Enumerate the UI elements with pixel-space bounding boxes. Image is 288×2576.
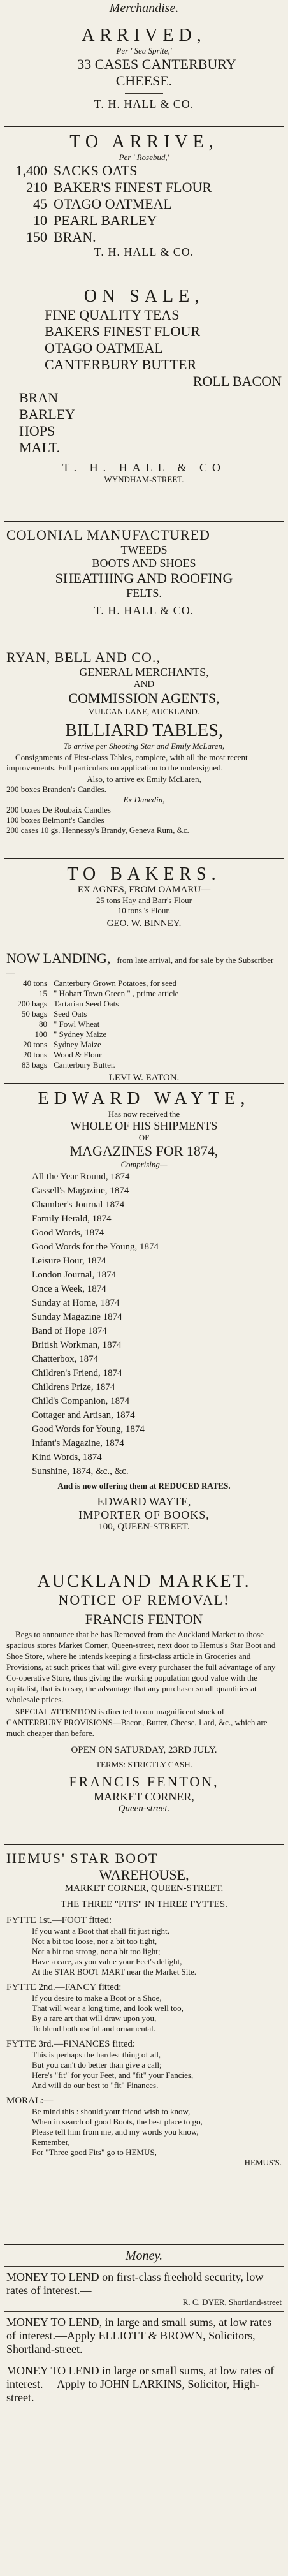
item-desc: " Hobart Town Green " , prime article [54, 989, 179, 998]
sale-item: HOPS [19, 423, 55, 439]
ad-to-arrive [4, 131, 284, 277]
sale-item: CANTERBURY BUTTER [45, 357, 197, 372]
ad-arrived-cheese [4, 24, 284, 122]
signature: EDWARD WAYTE, [97, 1495, 191, 1508]
list-item: Good Words for the Young, 1874 [32, 1242, 159, 1252]
address: MARKET CORNER, QUEEN-STREET. [64, 1883, 224, 1894]
verse-line: This is perhaps the hardest thing of all, [32, 2050, 161, 2059]
ad-on-sale [4, 285, 284, 517]
signature-line: IMPORTER OF BOOKS, [78, 1508, 210, 1521]
fytte-heading: FYTTE 1st.—FOOT fitted: [6, 1915, 112, 1925]
item-desc: BAKER'S FINEST FLOUR [54, 179, 212, 195]
item-desc: OTAGO OATMEAL [54, 196, 172, 212]
item-desc: " Fowl Wheat [54, 1019, 100, 1029]
item-qty: 80 [39, 1019, 47, 1029]
sale-item: OTAGO OATMEAL [45, 340, 163, 356]
signature-line: Queen-street. [118, 1804, 170, 1814]
ad-colonial [4, 526, 284, 640]
ad-line: MONEY TO LEND, in large and small sums, at low rates of interest.—Apply ELLIOTT & BROWN, Solicitors, Shortland-street. [6, 2316, 272, 2355]
verse-line: Remember, [32, 2137, 70, 2147]
item-qty: 15 [39, 989, 47, 998]
item-qty: 210 [26, 179, 47, 195]
verse-line: If you want a Boot that shall fit just right, [32, 1926, 169, 1936]
verse-line: Have a care, as you value your Feet's delight, [32, 1957, 182, 1966]
item-desc: SACKS OATS [54, 163, 138, 179]
newspaper-column [4, 0, 284, 2406]
divider [4, 2244, 284, 2245]
list-item: Cottager and Artisan, 1874 [32, 1410, 135, 1420]
item-row [6, 1029, 282, 1040]
ad-line: CHEESE. [115, 73, 173, 89]
ad-line: Comprising— [120, 1159, 168, 1169]
sale-item: BRAN [19, 390, 59, 406]
name-line: FRANCIS FENTON [85, 1611, 203, 1627]
ad-title: EDWARD WAYTE, [38, 1089, 250, 1108]
item-desc: Canterbury Butter. [54, 1060, 115, 1070]
ad-line: OPEN ON SATURDAY, 23RD JULY. [71, 1745, 217, 1755]
list-item: Sunshine, 1874, &c., &c. [32, 1466, 129, 1476]
ad-title: ARRIVED, [82, 26, 206, 45]
item-desc: PEARL BARLEY [54, 212, 157, 228]
item-qty: 40 tons [23, 978, 47, 988]
sale-item: MALT. [19, 439, 61, 455]
item-row [6, 978, 282, 989]
ad-line: 33 CASES CANTERBURY [77, 56, 236, 72]
item-row [6, 1060, 282, 1070]
ad-ryan-bell [4, 648, 284, 855]
address: WYNDHAM-STREET. [104, 475, 184, 484]
item-qty: 45 [33, 196, 47, 212]
item-desc: Canterbury Grown Potatoes, for seed [54, 978, 177, 988]
divider [4, 126, 284, 127]
verse-line: At the STAR BOOT MART near the Market Site. [32, 1967, 197, 1976]
item-row [6, 999, 282, 1009]
sale-item: BAKERS FINEST FLOUR [45, 323, 201, 339]
verse-line: For "Three good Fits" go to HEMUS, [32, 2147, 157, 2157]
ad-line: MONEY TO LEND in large or small sums, at low rates of interest.— Apply to JOHN LARKINS, Solicitor, High-street. [6, 2364, 275, 2404]
item-qty: 150 [26, 229, 47, 245]
ad-line: HEMUS'S. [244, 2158, 282, 2167]
ad-now-landing [4, 949, 284, 1083]
ad-line: OF [138, 1133, 150, 1142]
list-item: Good Words for Young, 1874 [32, 1424, 145, 1434]
ad-body: SPECIAL ATTENTION is directed to our magnificent stock of CANTERBURY PROVISIONS—Bacon, Butter, Cheese, Lard, &c., which are much cheaper than before. [6, 1707, 268, 1738]
list-item: Infant's Magazine, 1874 [32, 1438, 124, 1448]
ad-line: WAREHOUSE, [99, 1867, 189, 1883]
verse-line: Be mind this : should your friend wish to know, [32, 2107, 191, 2116]
divider [4, 521, 284, 522]
ad-title: AUCKLAND MARKET. [37, 1571, 251, 1591]
ad-line: Ex Dunedin, [123, 795, 165, 804]
sub-heading: BILLIARD TABLES, [65, 721, 223, 740]
list-item: Childrens Prize, 1874 [32, 1382, 115, 1392]
item-desc: Sydney Maize [54, 1040, 101, 1049]
divider [125, 93, 163, 94]
signature-line: MARKET CORNER, [94, 1790, 194, 1803]
ship-line: Per ' Rosebud,' [119, 152, 169, 162]
signature: T. H. HALL & CO. [94, 604, 194, 617]
list-item: Chatterbox, 1874 [32, 1354, 99, 1364]
ad-body: Consignments of First-class Tables, complete, with all the most recent improvements. Full particulars on application to the undersigned. [6, 753, 248, 772]
divider [4, 2311, 284, 2312]
ad-title: TO ARRIVE, [69, 132, 219, 152]
item-qty: 200 bags [17, 999, 47, 1008]
sale-item: BARLEY [19, 406, 75, 422]
ad-money-2 [4, 2315, 284, 2357]
item-row [6, 989, 282, 999]
signature: GEO. W. BINNEY. [106, 918, 182, 929]
item-row [6, 179, 282, 196]
list-item: Chamber's Journal 1874 [32, 1200, 125, 1210]
ad-title: ON SALE, [83, 286, 205, 306]
ad-line: To arrive per Shooting Star and Emily McLaren, [63, 741, 225, 751]
verse-line: By a rare art that will draw upon you, [32, 2013, 157, 2023]
item-qty: 83 bags [21, 1060, 47, 1070]
sub-heading: NOTICE OF REMOVAL! [58, 1592, 230, 1608]
verse-line: And will do our best to "fit" Finances. [32, 2080, 159, 2090]
signature: T. H. HALL & CO. [94, 246, 194, 258]
list-item: Band of Hope 1874 [32, 1326, 107, 1336]
ad-line: FELTS. [126, 587, 162, 600]
divider [4, 1844, 284, 1845]
ad-line: MAGAZINES FOR 1874, [69, 1143, 219, 1159]
verse-line: That will wear a long time, and look well too, [32, 2003, 184, 2013]
ad-line: 200 cases 10 gs. Hennessy's Brandy, Geneva Rum, &c. [6, 825, 189, 835]
list-item: Kind Words, 1874 [32, 1452, 102, 1462]
ad-line: EX AGNES, FROM OAMARU— [77, 885, 211, 895]
list-item: Child's Companion, 1874 [32, 1396, 130, 1406]
ad-auckland-market [4, 1570, 284, 1841]
ad-line: 25 tons Hay and Barr's Flour [96, 895, 192, 905]
ad-line: 10 tons 's Flour. [117, 906, 171, 915]
signature: T. H. HALL & CO. [94, 98, 194, 110]
item-qty: 20 tons [23, 1050, 47, 1059]
ad-line: MONEY TO LEND on first-class freehold security, low rates of interest.— [6, 2271, 264, 2297]
item-desc: Wood & Flour [54, 1050, 102, 1059]
item-row [6, 229, 282, 246]
item-qty: 10 [33, 212, 47, 228]
signature: T. H. HALL & CO [62, 461, 226, 474]
item-qty: 100 [34, 1029, 47, 1039]
fytte-heading: FYTTE 3rd.—FINANCES fitted: [6, 2039, 136, 2049]
list-item: Leisure Hour, 1874 [32, 1256, 106, 1266]
verse-line: But you can't do better than give a call; [32, 2060, 162, 2070]
address: VULCAN LANE, AUCKLAND. [88, 707, 200, 716]
ad-title: TO BAKERS. [67, 864, 221, 884]
ad-title: HEMUS' STAR BOOT [6, 1850, 159, 1866]
divider [4, 858, 284, 859]
list-item: Cassell's Magazine, 1874 [32, 1186, 129, 1196]
ad-title: NOW LANDING, [6, 950, 111, 966]
ad-line: TWEEDS [120, 543, 168, 556]
item-row [6, 1009, 282, 1019]
item-row [6, 212, 282, 229]
ad-money-1 [4, 2269, 284, 2309]
item-row [6, 1019, 282, 1029]
ship-line: Per ' Sea Sprite,' [116, 46, 172, 55]
ad-money-3 [4, 2363, 284, 2406]
list-item: British Workman, 1874 [32, 1340, 122, 1350]
verse-line: Not a bit too loose, nor a bit too tight, [32, 1936, 157, 1946]
item-row [6, 1040, 282, 1050]
ad-line: GENERAL MERCHANTS, [79, 666, 209, 679]
verse-line: If you desire to make a Boot or a Shoe, [32, 1993, 162, 2003]
ad-title: RYAN, BELL AND CO., [6, 649, 161, 665]
fytte-heading: FYTTE 2nd.—FANCY fitted: [6, 1982, 122, 1992]
item-qty: 1,400 [15, 163, 47, 179]
ad-line: from late arrival, and for sale by the Subscriber— [6, 955, 274, 977]
list-item: Sunday at Home, 1874 [32, 1298, 120, 1308]
sale-item: FINE QUALITY TEAS [45, 307, 180, 323]
section-header: Merchandise. [109, 1, 179, 15]
verse-line: Here's "fit" for your Feet, and "fit" your Fancies, [32, 2070, 194, 2080]
item-desc: " Sydney Maize [54, 1029, 107, 1039]
sale-item: ROLL BACON [192, 373, 282, 389]
list-item: Good Words, 1874 [32, 1228, 104, 1238]
ad-line: SHEATHING AND ROOFING [55, 570, 233, 586]
item-row [6, 1050, 282, 1060]
list-item: All the Year Round, 1874 [32, 1172, 130, 1182]
ad-title: COLONIAL MANUFACTURED [6, 527, 210, 543]
list-item: Sunday Magazine 1874 [32, 1312, 122, 1322]
item-desc: Seed Oats [54, 1009, 87, 1019]
item-desc: Tartarian Seed Oats [54, 999, 119, 1008]
verse-line: Not a bit too strong, nor a bit too light; [32, 1947, 161, 1956]
item-qty: 50 bags [21, 1009, 47, 1019]
item-row [6, 163, 282, 179]
verse-line: To blend both useful and ornamental. [32, 2024, 156, 2033]
signature: R. C. DYER, Shortland-street [182, 2297, 282, 2307]
ad-line: TERMS: STRICTLY CASH. [96, 1760, 192, 1769]
ad-line: Has now received the [108, 1109, 180, 1119]
ad-line: BOOTS AND SHOES [92, 557, 196, 570]
item-desc: BRAN. [54, 229, 96, 245]
verse-line: Please tell him from me, and my words you know, [32, 2127, 199, 2137]
list-item: London Journal, 1874 [32, 1270, 117, 1280]
moral-heading: MORAL:— [6, 2096, 54, 2106]
signature: FRANCIS FENTON, [69, 1774, 219, 1790]
ad-line: COMMISSION AGENTS, [68, 690, 220, 706]
ad-line: And is now offering them at REDUCED RATES. [57, 1481, 231, 1490]
ad-edward-wayte [4, 1087, 284, 1562]
list-item: Children's Friend, 1874 [32, 1368, 122, 1378]
signature-line: 100, QUEEN-STREET. [98, 1522, 190, 1532]
item-qty: 20 tons [23, 1040, 47, 1049]
ad-body: Begs to announce that he has Removed from the Auckland Market to those spacious stores Market Corner, Queen-street, next door to Hemus's Star Boot and Shoe Store, where he intends keeping a first-class article in Groceries and Provisions, at such prices that will give every purchaser the full advantage of any Co-operative Store, thus giving the working population good value with the capitalist, that is to say, the advantage that any purchaser small quantities at wholesale prices. [6, 1630, 276, 1704]
ad-to-bakers [4, 863, 284, 941]
divider [4, 2266, 284, 2267]
magazine-list [6, 1170, 282, 1478]
ad-line: 200 boxes De Roubaix Candles [6, 805, 111, 814]
ad-line: 200 boxes Brandon's Candles. [6, 784, 106, 794]
ad-hemus-star-boot [4, 1849, 284, 2241]
verse-line: When in search of good Boots, the best place to go, [32, 2117, 203, 2126]
item-row [6, 196, 282, 212]
signature: LEVI W. EATON. [108, 1073, 180, 1083]
ad-line: WHOLE OF HIS SHIPMENTS [70, 1119, 218, 1132]
sub-heading: THE THREE "FITS" IN THREE FYTTES. [61, 1899, 227, 1910]
ad-line: AND [133, 679, 155, 689]
list-item: Once a Week, 1874 [32, 1284, 106, 1294]
section-header: Money. [125, 2249, 163, 2263]
ad-line: Also, to arrive ex Emily McLaren, [87, 774, 201, 784]
list-item: Family Herald, 1874 [32, 1214, 112, 1224]
ad-line: 100 boxes Belmont's Candles [6, 815, 104, 825]
